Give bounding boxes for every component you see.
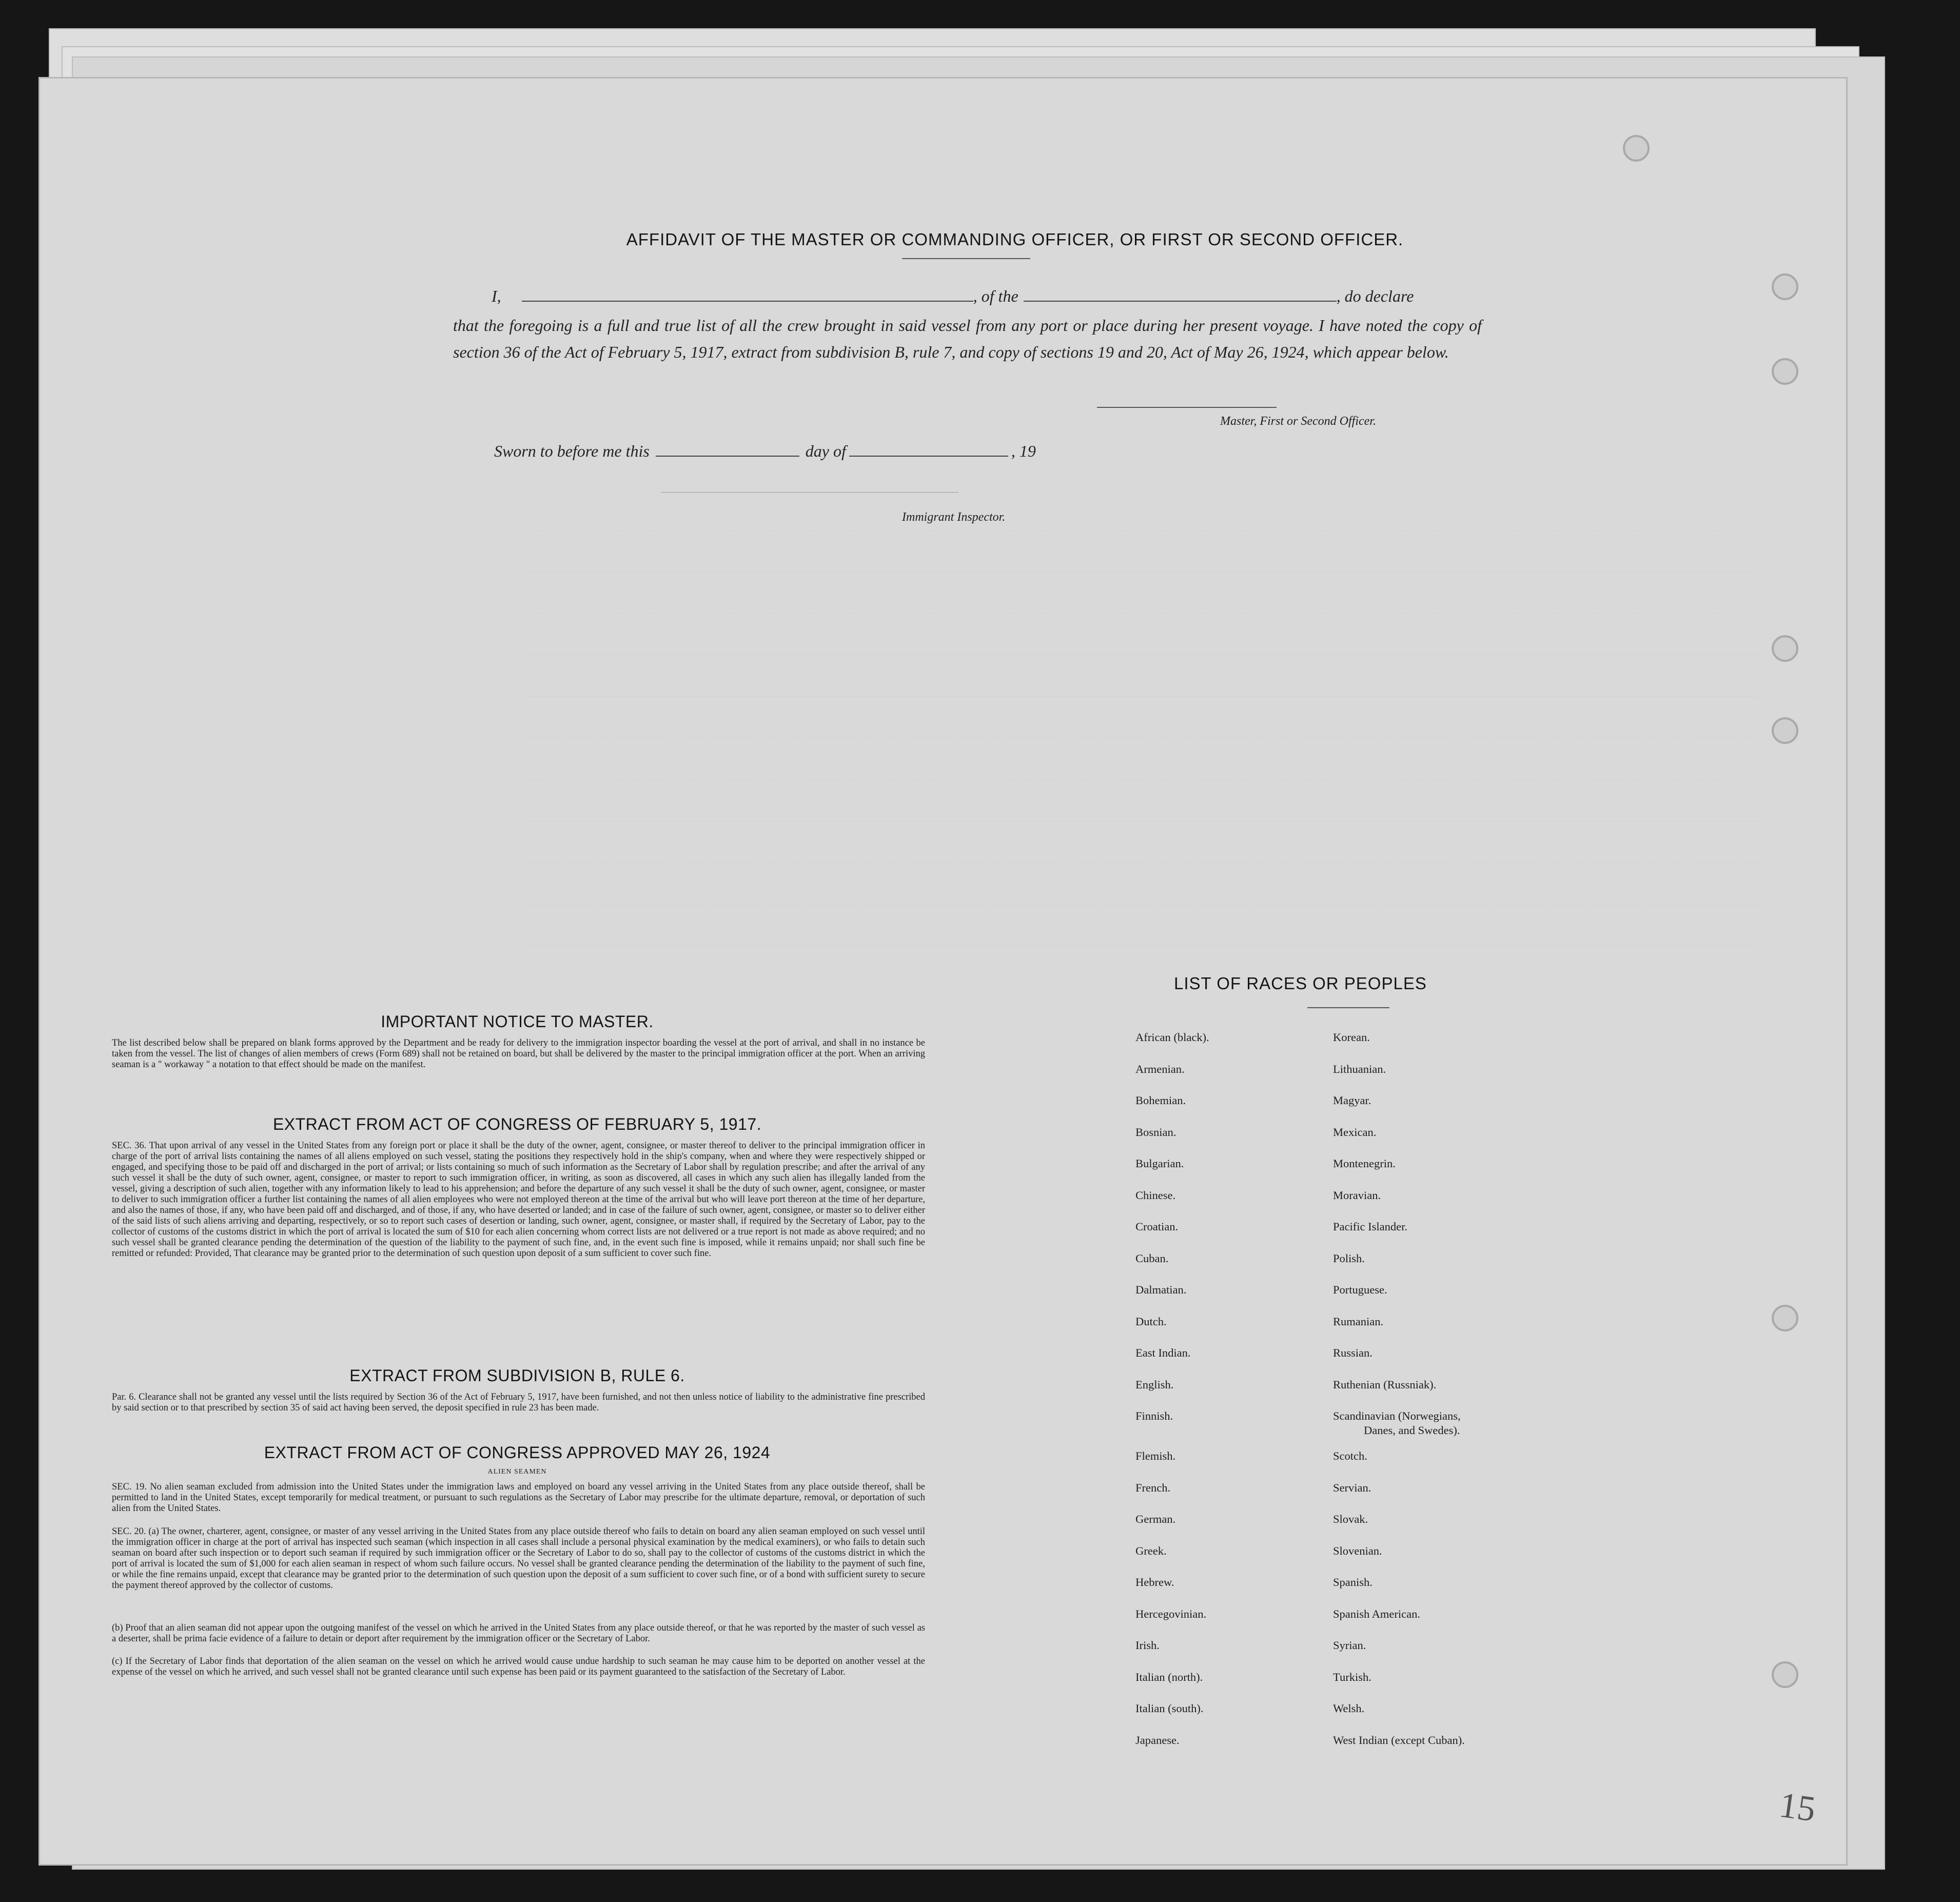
- race-item: Slovak.: [1333, 1513, 1368, 1525]
- sworn-line: [494, 438, 1212, 464]
- races-title-underline: [1307, 1007, 1389, 1008]
- punch-hole: [1772, 1305, 1798, 1331]
- extract-1917-body: SEC. 36. That upon arrival of any vessel in the United States from any foreign port or place it shall be the duty of the owner, agent, consignee, or master thereof to deliver to the principal immigration officer in charge of the port of arrival lists containing the names of all aliens employed on such vessel, stating the positions they respectively hold in the ship's company, when and where they were respectively shipped or engaged, and specifying those to be paid off and discharged in the port of arrival; or lists containing so much of such information as the Secretary of Labor shall by regulation prescribe; and after the arrival of any such vessel it shall be the duty of such owner, agent, consignee, or master to report to such immigration officer, in writing, as soon as discovered, all cases in which any such alien has illegally landed from the vessel, giving a description of such alien, together with any information likely to lead to his apprehension; and before the departure of any such vessel it shall be the duty of such owner, agent, consignee, or master to deliver to such immigration officer a further list containing the names of all alien employees who were not employed thereon at the time of the arrival but who will leave port thereon at the time of her departure, and also the names of those, if any, who have been paid off and discharged, and of those, if any, who have deserted or landed; and in case of the failure of such owner, agent, consignee, or master so to deliver either of the said lists of such aliens arriving and departing, respectively, or so to report such cases of desertion or landing, such owner, agent, consignee, or master shall, if required by the Secretary of Labor, pay to the collector of customs of the customs district in which the port of arrival is located the sum of $10 for each alien concerning whom correct lists are not delivered or a true report is not made as above required; and no such vessel shall be granted clearance pending the determination of the question of the liability to the payment of such fine, and, in the event such fine is imposed, while it remains unpaid; nor shall such fine be remitted or refunded: Provided, That clearance may be granted prior to the determination of such question upon deposit of a sum sufficient to cover such fine.: [112, 1141, 925, 1259]
- handwritten-page-number: 15: [1777, 1785, 1818, 1830]
- race-item: Lithuanian.: [1333, 1062, 1386, 1075]
- race-item: Montenegrin.: [1333, 1157, 1396, 1170]
- race-item: Servian.: [1333, 1481, 1371, 1494]
- race-item: Cuban.: [1135, 1251, 1169, 1265]
- race-item: Polish.: [1333, 1251, 1365, 1265]
- race-item: Dalmatian.: [1135, 1283, 1187, 1296]
- extract-1917-title: EXTRACT FROM ACT OF CONGRESS OF FEBRUARY 5, 1917.: [272, 1115, 762, 1133]
- race-item: Irish.: [1135, 1639, 1160, 1652]
- race-item: Danes, and Swedes).: [1364, 1424, 1460, 1437]
- race-item: Russian.: [1333, 1346, 1373, 1359]
- race-item: Greek.: [1135, 1544, 1167, 1557]
- affidavit-page: [38, 77, 1848, 1866]
- sworn-label: Sworn to before me this: [494, 442, 650, 460]
- races-list-right: [1333, 1030, 1465, 1764]
- title-underline: [902, 258, 1030, 259]
- race-item: German.: [1135, 1513, 1176, 1525]
- race-item: French.: [1135, 1481, 1171, 1494]
- race-item: Japanese.: [1135, 1733, 1180, 1747]
- notice-title: IMPORTANT NOTICE TO MASTER.: [381, 1012, 654, 1031]
- punch-hole: [1772, 717, 1798, 744]
- affidavit-title: AFFIDAVIT OF THE MASTER OR COMMANDING OFFICER, OR FIRST OR SECOND OFFICER.: [626, 230, 1404, 249]
- race-item: Pacific Islander.: [1333, 1220, 1407, 1233]
- subdiv-b-body: Par. 6. Clearance shall not be granted any vessel until the lists required by Section 36 of the Act of February 5, 1917, have been furnished, and not then unless notice of liability to the administrative fine prescribed by said section or to that prescribed by section 35 of said act having been served, the deposit specified in rule 23 has been made.: [112, 1392, 925, 1413]
- extract-1924-sec19: SEC. 19. No alien seaman excluded from admission into the United States under the immigration laws and employed on board any vessel arriving in the United States from any place outside thereof, shall be permitted to land in the United States, except temporarily for medical treatment, or pursuant to such regulations as the Secretary of Labor may prescribe for the ultimate departure, removal, or deportation of such alien from the United States.: [112, 1482, 925, 1514]
- year-label: , 19: [1011, 442, 1036, 460]
- race-item: Spanish.: [1333, 1576, 1373, 1589]
- notice-body: The list described below shall be prepared on blank forms approved by the Department and be ready for delivery to the immigration inspector boarding the vessel at the port of arrival, and shall in no instance be taken from the vessel. The list of changes of alien members of crews (Form 689) shall not be retained on board, but shall be delivered by the master to the principal immigration officer at the port. When an arriving seaman is a " workaway " a notation to that effect should be made on the manifest.: [112, 1038, 925, 1070]
- race-item: Italian (north).: [1135, 1670, 1203, 1683]
- day-of-label: day of: [805, 442, 846, 460]
- declarant-line: [492, 283, 1507, 309]
- punch-hole: [1772, 273, 1798, 300]
- of-the-label: , of the: [973, 287, 1018, 305]
- race-item: Moravian.: [1333, 1188, 1381, 1202]
- punch-hole: [1772, 635, 1798, 662]
- race-item: Portuguese.: [1333, 1283, 1387, 1296]
- race-item: Dutch.: [1135, 1315, 1167, 1328]
- race-item: Turkish.: [1333, 1670, 1371, 1683]
- race-item: Hercegovinian.: [1135, 1607, 1207, 1620]
- master-signature-label: Master, First or Second Officer.: [1220, 415, 1376, 428]
- affidavit-body: that the foregoing is a full and true list of all the crew brought in said vessel from any port or place during her present voyage. I have noted the copy of section 36 of the Act of February 5, 1917, extract from subdivision B, rule 7, and copy of sections 19 and 20, Act of May 26, 1924, which appear below.: [453, 316, 1482, 361]
- vessel-name-blank: [1024, 287, 1337, 302]
- races-list-left: [1135, 1030, 1209, 1764]
- race-item: Armenian.: [1135, 1062, 1185, 1075]
- subdiv-b-title: EXTRACT FROM SUBDIVISION B, RULE 6.: [349, 1366, 685, 1385]
- master-signature-line: [1097, 407, 1277, 408]
- race-item: Scotch.: [1333, 1449, 1367, 1462]
- declarant-i-label: I,: [492, 287, 501, 305]
- race-item: Croatian.: [1135, 1220, 1179, 1233]
- alien-seamen-subtitle: ALIEN SEAMEN: [487, 1468, 547, 1476]
- declare-label: , do declare: [1336, 287, 1414, 305]
- race-item: Italian (south).: [1135, 1702, 1204, 1715]
- race-item: Mexican.: [1333, 1125, 1377, 1139]
- race-item: Slovenian.: [1333, 1544, 1382, 1557]
- race-item: Korean.: [1333, 1031, 1370, 1044]
- extract-1924-sec20c: (c) If the Secretary of Labor finds that deportation of the alien seaman on the vessel on which he arrived would cause undue hardship to such seaman he may cause him to be deported on another vessel at the expense of the vessel on which he arrived, and such vessel shall not be granted clearance until such expense has been paid or its payment guaranteed to the satisfaction of the Secretary of Labor.: [112, 1656, 925, 1677]
- race-item: English.: [1135, 1378, 1174, 1391]
- race-item: African (black).: [1135, 1031, 1209, 1044]
- punch-hole: [1772, 358, 1798, 385]
- race-item: Ruthenian (Russniak).: [1333, 1378, 1437, 1391]
- race-item: East Indian.: [1135, 1346, 1191, 1359]
- inspector-signature-line: [661, 492, 958, 493]
- races-title: LIST OF RACES OR PEOPLES: [1174, 974, 1427, 993]
- declarant-name-blank: [522, 287, 973, 302]
- inspector-signature-label: Immigrant Inspector.: [902, 511, 1006, 524]
- race-item: Rumanian.: [1333, 1315, 1384, 1328]
- race-item: West Indian (except Cuban).: [1333, 1733, 1465, 1747]
- bleed-through: [527, 525, 1759, 1089]
- race-item: Magyar.: [1333, 1094, 1371, 1107]
- race-item: Hebrew.: [1135, 1576, 1174, 1589]
- race-item: Bohemian.: [1135, 1094, 1186, 1107]
- extract-1924-sec20b: (b) Proof that an alien seaman did not appear upon the outgoing manifest of the vessel on which he arrived in the United States from any place outside thereof, or that he was reported by the master of such vessel as a deserter, shall be prima facie evidence of a failure to detain or deport after requirement by the immigration officer or the Secretary of Labor.: [112, 1623, 925, 1644]
- race-item: Flemish.: [1135, 1449, 1176, 1462]
- punch-hole: [1772, 1661, 1798, 1688]
- race-item: Bosnian.: [1135, 1125, 1177, 1139]
- race-item: Scandinavian (Norwegians,: [1333, 1409, 1461, 1422]
- race-item: Welsh.: [1333, 1702, 1365, 1715]
- punch-hole: [1623, 135, 1650, 162]
- race-item: Bulgarian.: [1135, 1157, 1184, 1170]
- race-item: Chinese.: [1135, 1188, 1176, 1202]
- race-item: Finnish.: [1135, 1409, 1173, 1422]
- race-item: Spanish American.: [1333, 1607, 1420, 1620]
- extract-1924-sec20a: SEC. 20. (a) The owner, charterer, agent, consignee, or master of any vessel arriving in the United States from any place outside thereof who fails to detain on board any alien seaman employed on such vessel until the immigration officer in charge at the port of arrival has inspected such seaman (which inspection in all cases shall include a personal physical examination by the medical examiners), or who fails to detain such seaman on board after such inspection or to deport such seaman if required by such immigration officer or the Secretary of Labor to do so, shall pay to the collector of customs of the customs district in which the port of arrival is located the sum of $1,000 for each alien seaman in respect of whom such failure occurs. No vessel shall be granted clearance pending the determination of the liability to the payment of such fine, or while the fine remains unpaid, except that clearance may be granted prior to the determination of such question upon the deposit of a sum sufficient to cover such fine, or of a bond with sufficient surety to secure the payment thereof approved by the collector of customs.: [112, 1526, 925, 1591]
- extract-1924-title: EXTRACT FROM ACT OF CONGRESS APPROVED MAY 26, 1924: [264, 1443, 771, 1462]
- sworn-month-blank: [849, 442, 1008, 457]
- race-item: Syrian.: [1333, 1639, 1366, 1652]
- sworn-day-blank: [656, 442, 799, 457]
